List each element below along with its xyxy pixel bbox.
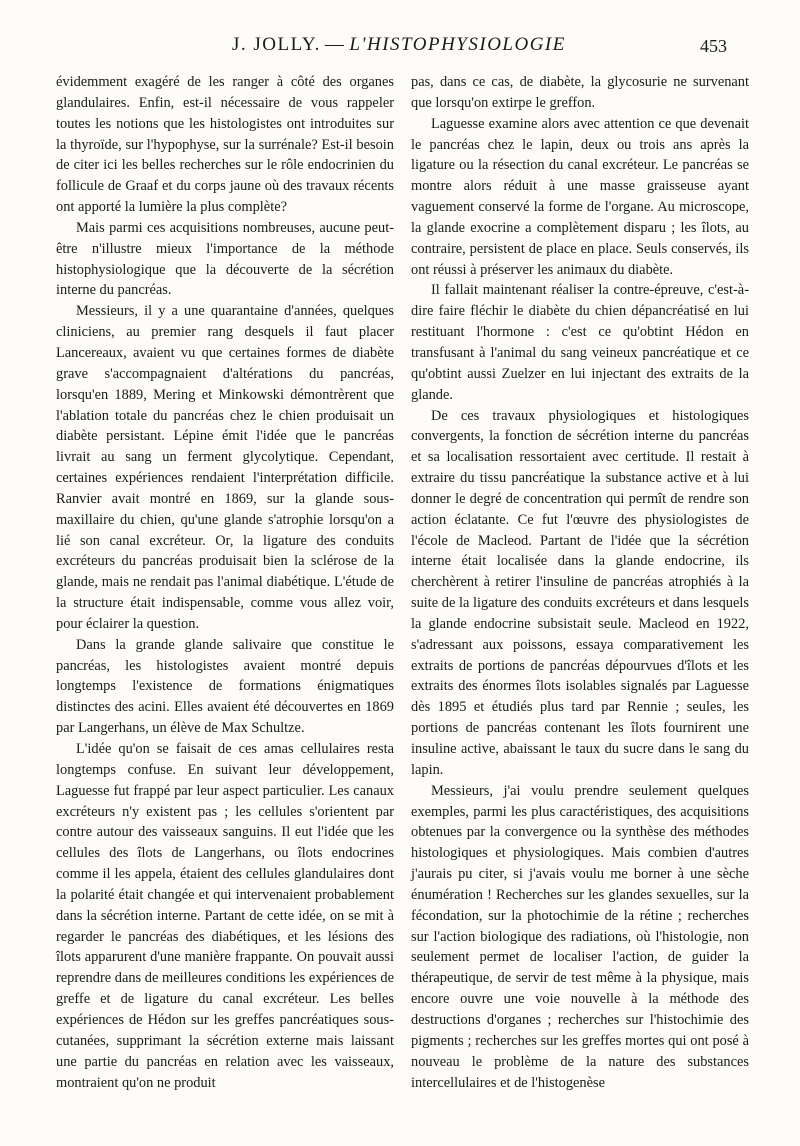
paragraph: Messieurs, j'ai voulu prendre seulement quelques exemples, parmi les plus caractéristiques, des acquisitions obtenues par la convergence ou la synthèse des méthodes histologiques et physiologiques. Mais combien d'autres j'aurais pu citer, si j'avais voulu me borner à une sèche énumération ! Recherches sur les glandes sexuelles, sur la fécondation, sur la photochimie de la rétine ; recherches sur l'action biologique des radiations, où l'histologie, non seulement permet de localiser l'action, de guider la thérapeutique, de servir de test même à la physique, mais encore ouvre une voie nouvelle à la méthode des destructions d'organes ; recherches sur l'histochimie des pigments ; recherches sur les greffes mortes qui ont posé à nouveau le problème de la nature des substances intercellulaires et de l'histogenèse xyxy=(411,782,749,1091)
paragraph: Dans la grande glande salivaire que constitue le pancréas, les histologistes avaient montré depuis longtemps l'existence de formations énigmatiques distinctes des acini. Elles avaient été découvertes en 1869 par Langerhans, un élève de Max Schultze. xyxy=(56,636,394,737)
paragraph: Laguesse examine alors avec attention ce que devenait le pancréas chez le lapin, deux ou trois ans après la ligature ou la résection du canal excréteur. Le pancréas se montre alors réduit à une masse graisseuse ayant vaguement conservé la forme de l'organe. Au microscope, la glande exocrine a complètement disparu ; les îlots, au contraire, persistent de place en place. Seuls conservés, ils ont réussi à préserver les animaux du diabète. xyxy=(411,115,749,278)
paragraph: évidemment exagéré de les ranger à côté des organes glandulaires. Enfin, est-il nécessaire de vous rappeler toutes les notions que les histologistes ont introduites sur la thyroïde, sur l'hypophyse, sur la surrénale? Est-il besoin de citer ici les belles recherches sur le rôle endocrinien du follicule de Graaf et du corps jaune où des travaux récents ont apporté la lumière la plus complète? xyxy=(56,74,394,216)
paragraph: De ces travaux physiologiques et histologiques convergents, la fonction de sécrétion interne du pancréas et sa localisation ressortaient avec certitude. Il restait à extraire du tissu pancréatique la substance active et à lui donner le degré de concentration qui permît de rendre son action éclatante. Ce fut l'œuvre des physiologistes de l'école de Macleod. Partant de l'idée que la sécrétion interne était localisée dans la glande endocrine, ils cherchèrent à retirer l'insuline de pancréas atrophiés à la suite de la ligature des conduits excréteurs et dans lesquels la glande endocrine subsistait seule. Macleod en 1922, s'adressant aux poissons, essaya comparativement les extraits de portions de pancréas dépourvues d'îlots et les extraits des énormes îlots isolables signalés par Laguesse dès 1895 et étudiés plus tard par Rennie ; seules, les portions de pancréas contenant les îlots fournirent une insuline active, abaissant le taux du sucre dans le sang du lapin. xyxy=(411,407,749,778)
running-title xyxy=(232,34,566,56)
paragraph: Mais parmi ces acquisitions nombreuses, aucune peut-être n'illustre mieux l'importance de la méthode histophysiologique que la découverte de la sécrétion interne du pancréas. xyxy=(56,219,394,299)
paragraph: L'idée qu'on se faisait de ces amas cellulaires resta longtemps confuse. En suivant leur développement, Laguesse fut frappé par leur aspect particulier. Les canaux excréteurs n'y existent pas ; les cellules s'orientent par contre autour des vaisseaux sanguins. Il eut l'idée que les cellules des îlots de Langerhans, ou îlots endocrines comme il les appela, étaient des cellules glandulaires dont la polarité était changée et qui intervenaient probablement dans la sécrétion interne. Partant de cette idée, on se mit à regarder le pancréas des diabétiques, et les lésions des îlots apparurent d'une manière frappante. On pouvait aussi reprendre dans de meilleures conditions les expériences de greffe et de ligature du canal excréteur. Les belles expériences de Hédon sur les greffes pancréatiques sous-cutanées, supprimant la sécrétion externe mais laissant une partie du pancréas en relation avec les vaisseaux, montraient qu'on ne produit xyxy=(56,741,394,1091)
page-number: 453 xyxy=(700,36,727,56)
header-author: J. JOLLY. xyxy=(232,34,321,55)
paragraph: Il fallait maintenant réaliser la contre-épreuve, c'est-à-dire faire fléchir le diabète du chien dépancréatisé en lui restituant l'hormone : c'est ce qu'obtint Hédon en transfusant à l'animal du sang veineux pancréatique et ce qu'obtint aussi Zuelzer en lui injectant des extraits de la glande. xyxy=(411,282,749,403)
header-separator: — xyxy=(324,34,346,55)
paragraph: pas, dans ce cas, de diabète, la glycosurie ne survenant que lorsqu'on extirpe le greffon. xyxy=(411,74,749,111)
running-header xyxy=(0,34,800,66)
right-column xyxy=(411,72,749,1093)
paragraph: Messieurs, il y a une quarantaine d'années, quelques cliniciens, au premier rang desquels il faut placer Lancereaux, avaient vu que certaines formes de diabète grave s'accompagnaient d'altérations du pancréas, lorsqu'en 1889, Mering et Minkowski démontrèrent que l'ablation totale du pancréas chez le chien produisait un diabète persistant. Lépine émit l'idée que le pancréas livrait au sang un ferment glycolytique. Cependant, certaines expériences rendaient l'interprétation difficile. Ranvier avait montré en 1869, sur la glande sous-maxillaire du chien, qu'une glande s'atrophie lorsqu'on a lié son canal excréteur. Or, la ligature des conduits excréteurs du pancréas produisait bien la sclérose de la glande, mais ne rendait pas l'animal diabétique. L'étude de la structure était indispensable, comme vous allez voir, pour éclairer la question. xyxy=(56,303,394,632)
header-subject: L'HISTOPHYSIOLOGIE xyxy=(349,34,566,55)
left-column xyxy=(56,72,394,1093)
